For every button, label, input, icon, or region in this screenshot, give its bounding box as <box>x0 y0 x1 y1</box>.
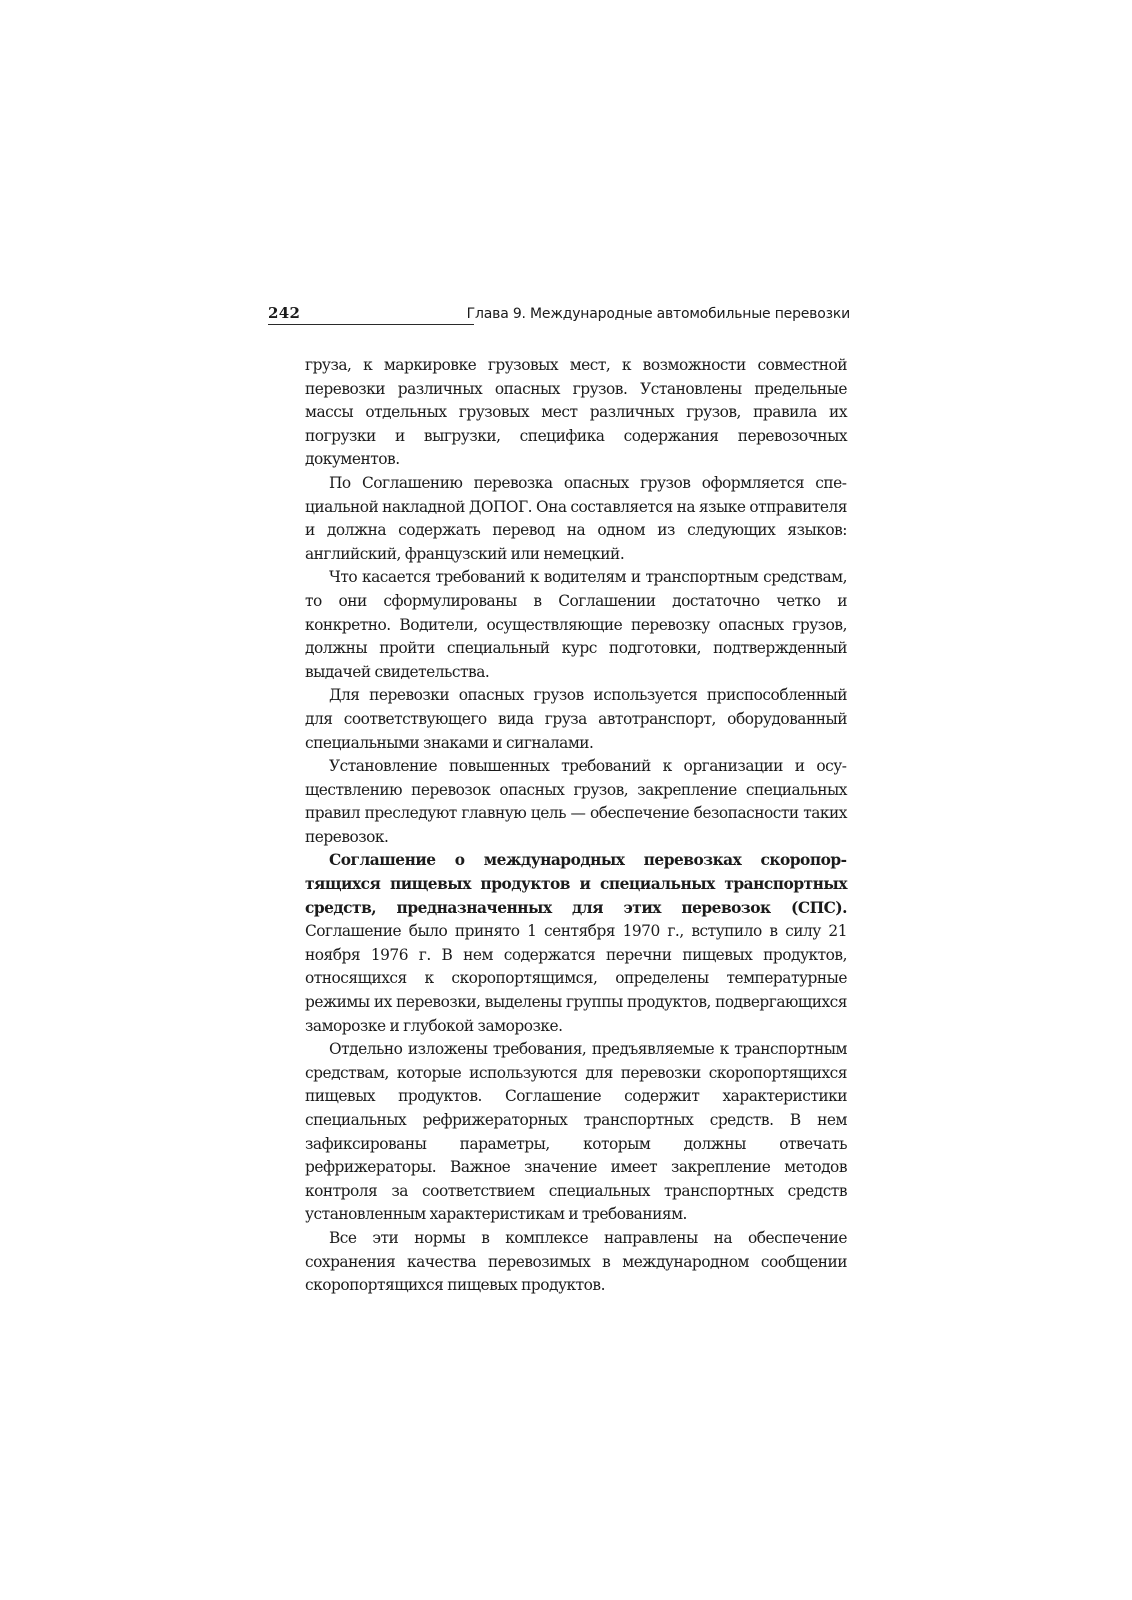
paragraph-2: По Соглашению перевозка опасных грузов оформляется специальной накладной ДОПОГ. Она составляется на языке отправителя и должна содержать перевод на одном из следующих языков: английский, французский или немецкий. <box>305 473 847 563</box>
paragraph-8: Все эти нормы в комплексе направлены на обеспечение сохранения качества перевозимых в международном сообщении скоропортящихся пищевых продуктов. <box>305 1228 847 1295</box>
agreement-heading: Соглашение о международных перевозках скоропортящихся пищевых продуктов и специальных транспортных средств, предназначенных для этих перевозок (СПС). <box>305 851 847 917</box>
body-text <box>305 354 847 1298</box>
page-header <box>268 304 850 328</box>
agreement-text: Соглашение было принято 1 сентября 1970 г., вступило в силу 21 ноября 1976 г. В нем содержатся перечни пищевых продуктов, относящихся к скоропортящимся, определены температурные режимы их перевозки, выделены группы продуктов, подвергающихся заморозке и глубокой заморозке. <box>305 922 847 1035</box>
header-rule <box>268 324 474 325</box>
paragraph-4: Для перевозки опасных грузов используется приспособленный для соответствующего вида груза автотранспорт, оборудованный специальными знаками и сигналами. <box>305 686 847 752</box>
paragraph-5: Установление повышенных требований к организации и осуществлению перевозок опасных грузов, закрепление специальных правил преследуют главную цель — обеспечение безопасности таких перевозок. <box>305 757 847 846</box>
paragraph-6 <box>305 849 847 1038</box>
running-title: Глава 9. Международные автомобильные перевозки <box>466 306 850 322</box>
paragraph-3: Что касается требований к водителям и транспортным средствам, то они сформулированы в Соглашении достаточно четко и конкретно. Водители, осуществляющие перевозку опасных грузов, должны пройти специальный курс подготовки, подтвержденный выдачей свидетельства. <box>305 568 847 681</box>
paragraph-1: груза, к маркировке грузовых мест, к возможности совместной перевозки различных опасных грузов. Установлены предельные массы отдельных грузовых мест различных грузов, правила их погрузки и выгрузки, специфика содержания перевозочных документов. <box>305 356 847 469</box>
page-number: 242 <box>268 304 301 322</box>
paragraph-7: Отдельно изложены требования, предъявляемые к транспортным средствам, которые используются для перевозки скоропортящихся пищевых продуктов. Соглашение содержит характеристики специальных рефрижераторных транспортных средств. В нем зафиксированы параметры, которым должны отвечать рефрижераторы. Важное значение имеет закрепление методов контроля за соответствием специальных транспортных средств установленным характеристикам и требованиям. <box>305 1040 847 1224</box>
